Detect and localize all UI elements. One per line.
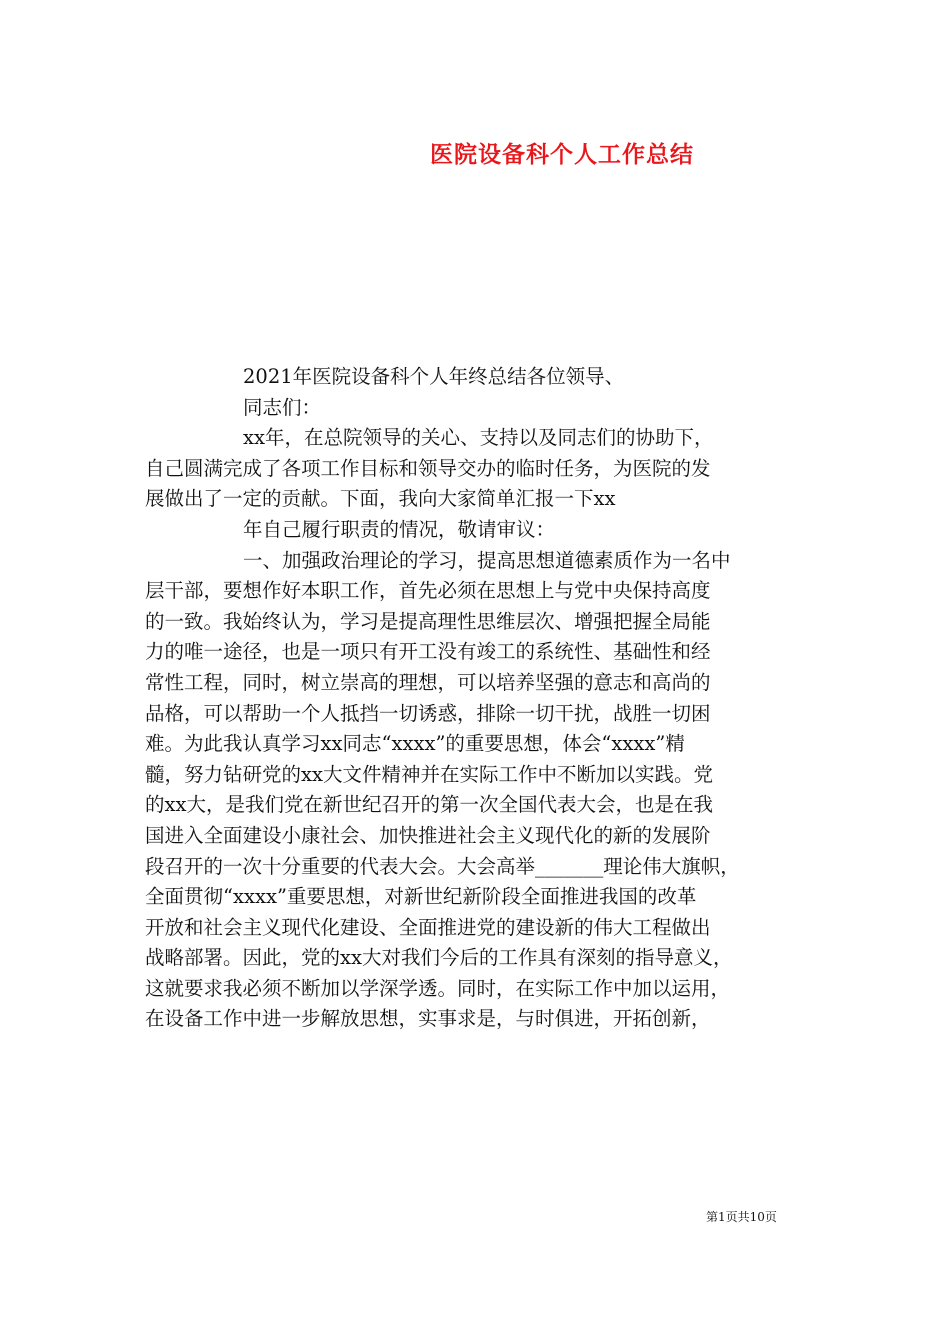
page-number-footer: 第1页共10页	[706, 1210, 777, 1224]
body-line: 年自己履行职责的情况，敬请审议：	[243, 517, 556, 541]
body-line: 全面贯彻“xxxx”重要思想，对新世纪新阶段全面推进我国的改革	[145, 885, 697, 909]
body-line: 在设备工作中进一步解放思想，实事求是，与时俱进，开拓创新，	[145, 1007, 711, 1031]
body-line: 段召开的一次十分重要的代表大会。大会高举_______理论伟大旗帜，	[145, 854, 740, 878]
body-line: 战略部署。因此，党的xx大对我们今后的工作具有深刻的指导意义，	[145, 946, 733, 970]
body-line: 层干部，要想作好本职工作，首先必须在思想上与党中央保持高度	[145, 579, 711, 603]
body-line: 2021年医院设备科个人年终总结各位领导、	[243, 365, 625, 388]
body-line: 展做出了一定的贡献。下面，我向大家简单汇报一下xx	[145, 487, 616, 511]
body-line: 常性工程，同时，树立崇高的理想，可以培养坚强的意志和高尚的	[145, 670, 711, 694]
body-line: 国进入全面建设小康社会、加快推进社会主义现代化的新的发展阶	[145, 823, 711, 847]
body-line: 一、加强政治理论的学习，提高思想道德素质作为一名中	[243, 548, 731, 572]
document-title: 医院设备科个人工作总结	[430, 141, 694, 168]
body-line: 髓，努力钻研党的xx大文件精神并在实际工作中不断加以实践。党	[145, 762, 713, 786]
body-line: 品格，可以帮助一个人抵挡一切诱惑，排除一切干扰，战胜一切困	[145, 701, 711, 725]
body-line: 的xx大，是我们党在新世纪召开的第一次全国代表大会，也是在我	[145, 793, 713, 817]
body-line: 同志们：	[243, 395, 322, 419]
body-line: 的一致。我始终认为，学习是提高理性思维层次、增强把握全局能	[145, 609, 711, 633]
document-body	[145, 362, 810, 1035]
body-line: xx年，在总院领导的关心、支持以及同志们的协助下，	[243, 426, 714, 450]
body-line: 难。为此我认真学习xx同志“xxxx”的重要思想，体会“xxxx”精	[145, 732, 685, 756]
body-line: 这就要求我必须不断加以学深学透。同时，在实际工作中加以运用，	[145, 976, 731, 1000]
body-line: 开放和社会主义现代化建设、全面推进党的建设新的伟大工程做出	[145, 915, 711, 939]
body-line: 自己圆满完成了各项工作目标和领导交办的临时任务，为医院的发	[145, 456, 711, 480]
body-line: 力的唯一途径，也是一项只有开工没有竣工的系统性、基础性和经	[145, 640, 711, 664]
